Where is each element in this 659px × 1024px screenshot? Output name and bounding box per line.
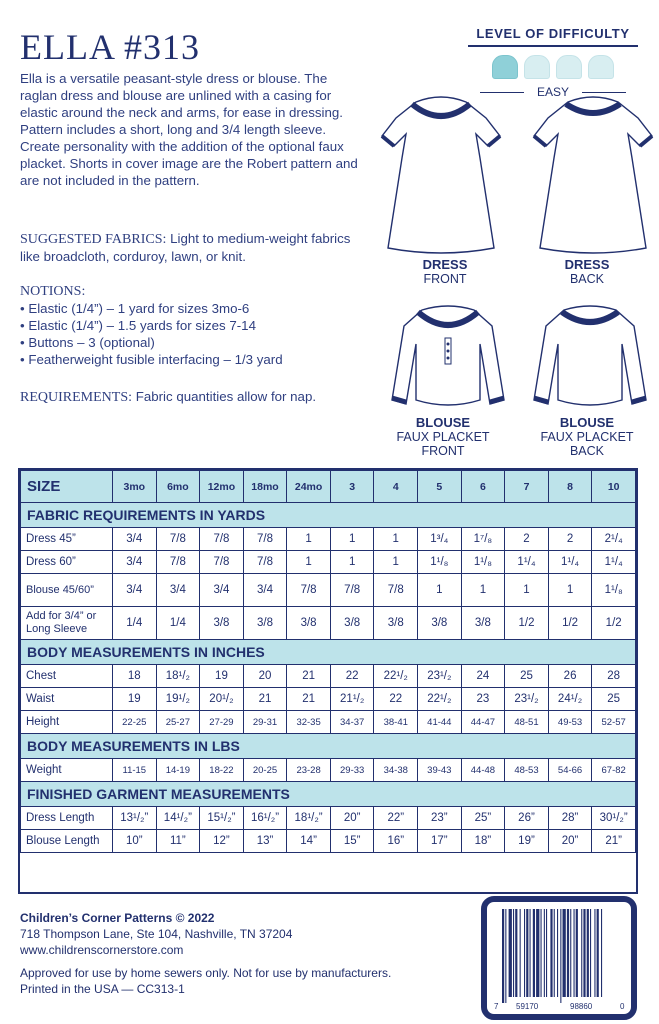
table-cell: 26” [505, 807, 549, 830]
barcode-bar [513, 909, 514, 997]
table-cell: 3/4 [243, 574, 287, 607]
table-cell: 25 [505, 665, 549, 688]
table-cell: 16¹/₂” [243, 807, 287, 830]
table-cell: 3/8 [330, 607, 374, 640]
table-cell: 3/8 [243, 607, 287, 640]
thimble-icon [524, 55, 550, 79]
row-label: Dress 60” [21, 551, 113, 574]
blouse-back-label [522, 416, 652, 458]
barcode-bar [554, 909, 555, 997]
barcode-bar [583, 909, 585, 997]
table-cell: 3/4 [156, 574, 200, 607]
table-cell: 20” [548, 830, 592, 853]
table-cell: 2 [505, 528, 549, 551]
table-cell: 1¹/₄ [505, 551, 549, 574]
size-column-header: 5 [418, 471, 462, 503]
table-cell: 17” [418, 830, 462, 853]
table-row [21, 607, 636, 640]
table-cell: 1 [374, 528, 418, 551]
barcode-digit: 7 [494, 1002, 499, 1011]
table-cell: 23-28 [287, 759, 331, 782]
barcode-digit: 59170 [516, 1002, 539, 1011]
table-cell: 7/8 [156, 528, 200, 551]
table-cell: 48-53 [505, 759, 549, 782]
requirements-heading: REQUIREMENTS: [20, 390, 132, 405]
table-cell: 19” [505, 830, 549, 853]
barcode-bar [576, 909, 578, 997]
table-cell: 1¹/₈ [592, 574, 636, 607]
table-cell: 3/8 [200, 607, 244, 640]
dress-front-label [400, 258, 490, 286]
table-cell: 15¹/₂” [200, 807, 244, 830]
table-cell: 30¹/₂” [592, 807, 636, 830]
approval-note: Approved for use by home sewers only. Not for use by manufacturers. [20, 966, 392, 980]
size-column-header: 3mo [113, 471, 157, 503]
section-header-row [21, 640, 636, 665]
size-table [20, 470, 636, 853]
table-cell: 1/2 [548, 607, 592, 640]
garment-label-line: DRESS [422, 257, 468, 272]
notions [20, 283, 370, 368]
table-row [21, 574, 636, 607]
notion-item: • Featherweight fusible interfacing – 1/3 yard [20, 352, 283, 367]
table-cell: 3/8 [287, 607, 331, 640]
table-cell: 20¹/₂ [200, 688, 244, 711]
size-header-row [21, 471, 636, 503]
table-cell: 21 [243, 688, 287, 711]
table-cell: 1/2 [505, 607, 549, 640]
table-cell: 49-53 [548, 711, 592, 734]
barcode-bar [597, 909, 599, 997]
publisher-info [20, 910, 292, 958]
garment-label-line: BACK [569, 272, 605, 286]
table-cell: 22 [374, 688, 418, 711]
table-row [21, 688, 636, 711]
table-cell: 29-31 [243, 711, 287, 734]
table-cell: 14¹/₂” [156, 807, 200, 830]
table-cell: 32-35 [287, 711, 331, 734]
barcode-bars [502, 909, 602, 1003]
barcode-bar [544, 909, 545, 997]
table-cell: 20” [330, 807, 374, 830]
notion-item: • Elastic (1/4”) – 1.5 yards for sizes 7-14 [20, 318, 256, 333]
intro-text: Ella is a versatile peasant-style dress or blouse. The raglan dress and blouse are unlined with a casing for elastic around the neck and arms, for ease in dressing. Pattern includes a short, long and 3/4 length sleeve. Create personality with the addition of the optional faux placket. Shorts in cover image are the Robert pattern and are not included in the pattern. [20, 71, 358, 188]
barcode-bar [594, 909, 595, 997]
size-column-header: 3 [330, 471, 374, 503]
table-cell: 1 [374, 551, 418, 574]
barcode-bar [520, 909, 521, 997]
row-label: Blouse Length [21, 830, 113, 853]
size-column-header: 4 [374, 471, 418, 503]
publisher-website[interactable]: www.childrenscornerstore.com [20, 943, 184, 957]
barcode-digit: 98860 [570, 1002, 593, 1011]
barcode-bar [524, 909, 525, 997]
table-row [21, 711, 636, 734]
garment-label-line: FAUX PLACKET [540, 430, 634, 444]
table-cell: 24 [461, 665, 505, 688]
barcode-bar [567, 909, 569, 997]
table-cell: 20 [243, 665, 287, 688]
table-cell: 28” [548, 807, 592, 830]
requirements-text: Fabric quantities allow for nap. [135, 389, 317, 404]
table-cell: 28 [592, 665, 636, 688]
barcode-bar [601, 909, 602, 997]
difficulty-level-text: EASY [536, 85, 569, 99]
table-row [21, 551, 636, 574]
table-cell: 21¹/₂ [330, 688, 374, 711]
row-label: Chest [21, 665, 113, 688]
garment-label-line: FRONT [421, 444, 465, 458]
table-cell: 3/8 [461, 607, 505, 640]
table-cell: 3/4 [113, 551, 157, 574]
table-row [21, 830, 636, 853]
table-cell: 25 [592, 688, 636, 711]
table-cell: 22¹/₂ [374, 665, 418, 688]
table-cell: 22¹/₂ [418, 688, 462, 711]
table-cell: 29-33 [330, 759, 374, 782]
table-cell: 23¹/₂ [505, 688, 549, 711]
requirements [20, 388, 370, 406]
barcode-bar [509, 909, 512, 997]
table-cell: 22-25 [113, 711, 157, 734]
table-cell: 44-48 [461, 759, 505, 782]
barcode-digit: 0 [620, 1002, 625, 1011]
row-label: Height [21, 711, 113, 734]
barcode-bar [526, 909, 528, 997]
barcode-bar [581, 909, 582, 997]
garment-label-line: BLOUSE [415, 415, 471, 430]
table-cell: 18¹/₂” [287, 807, 331, 830]
table-cell: 21 [287, 688, 331, 711]
table-cell: 22 [330, 665, 374, 688]
table-cell: 3/4 [113, 528, 157, 551]
table-cell: 7/8 [287, 574, 331, 607]
table-cell: 1 [505, 574, 549, 607]
blouse-front-illustration [388, 300, 508, 418]
table-cell: 10” [113, 830, 157, 853]
barcode-bar [546, 909, 547, 997]
table-cell: 1 [461, 574, 505, 607]
dress-back-label [542, 258, 632, 286]
barcode-bar [530, 909, 531, 997]
table-cell: 3/4 [113, 574, 157, 607]
table-cell: 3/8 [374, 607, 418, 640]
table-cell: 11” [156, 830, 200, 853]
table-row [21, 759, 636, 782]
table-cell: 20-25 [243, 759, 287, 782]
notions-heading: NOTIONS: [20, 284, 86, 299]
blouse-front-label [378, 416, 508, 458]
table-cell: 48-51 [505, 711, 549, 734]
table-cell: 7/8 [243, 528, 287, 551]
thimble-icon [556, 55, 582, 79]
table-cell: 22” [374, 807, 418, 830]
table-cell: 1/4 [156, 607, 200, 640]
publisher-name: Children’s Corner Patterns © 2022 [20, 911, 215, 925]
table-cell: 44-47 [461, 711, 505, 734]
table-cell: 7/8 [243, 551, 287, 574]
table-cell: 26 [548, 665, 592, 688]
barcode-bar [587, 909, 589, 997]
barcode-bar [505, 909, 506, 1003]
table-row [21, 528, 636, 551]
table-cell: 12” [200, 830, 244, 853]
table-cell: 3/8 [418, 607, 462, 640]
table-cell: 23¹/₂ [418, 665, 462, 688]
barcode [480, 895, 640, 1021]
thimble-icon [588, 55, 614, 79]
table-cell: 18-22 [200, 759, 244, 782]
row-label: Waist [21, 688, 113, 711]
section-title: BODY MEASUREMENTS IN LBS [21, 734, 636, 759]
section-header-row [21, 503, 636, 528]
size-header-label: SIZE [21, 471, 113, 503]
table-cell: 2¹/₄ [592, 528, 636, 551]
fabrics-text: Light to medium-weight fabrics like broadcloth, corduroy, lawn, or knit. [20, 231, 351, 264]
dress-back-illustration [528, 88, 658, 260]
table-cell: 18¹/₂ [156, 665, 200, 688]
table-cell: 18” [461, 830, 505, 853]
barcode-bar [557, 909, 558, 997]
table-cell: 1¹/₈ [461, 551, 505, 574]
section-header-row [21, 734, 636, 759]
table-cell: 7/8 [200, 551, 244, 574]
size-column-header: 10 [592, 471, 636, 503]
pattern-title: ELLA #313 [20, 27, 200, 67]
table-cell: 25-27 [156, 711, 200, 734]
table-cell: 1 [548, 574, 592, 607]
thimble-row [468, 55, 638, 79]
section-title: FINISHED GARMENT MEASUREMENTS [21, 782, 636, 807]
table-cell: 7/8 [156, 551, 200, 574]
table-cell: 52-57 [592, 711, 636, 734]
table-cell: 1⁷/₈ [461, 528, 505, 551]
size-column-header: 18mo [243, 471, 287, 503]
table-cell: 19¹/₂ [156, 688, 200, 711]
table-cell: 1¹/₄ [548, 551, 592, 574]
garment-label-line: DRESS [564, 257, 610, 272]
table-cell: 24¹/₂ [548, 688, 592, 711]
table-cell: 34-37 [330, 711, 374, 734]
barcode-bar [541, 909, 542, 997]
table-cell: 23 [461, 688, 505, 711]
barcode-bar [502, 909, 504, 1003]
dress-front-illustration [376, 88, 506, 260]
table-cell: 38-41 [374, 711, 418, 734]
table-cell: 1/4 [113, 607, 157, 640]
table-cell: 13¹/₂” [113, 807, 157, 830]
table-cell: 1 [287, 551, 331, 574]
table-cell: 3/4 [200, 574, 244, 607]
legal-info [20, 965, 391, 997]
size-column-header: 6 [461, 471, 505, 503]
table-cell: 1 [418, 574, 462, 607]
table-cell: 14-19 [156, 759, 200, 782]
table-cell: 18 [113, 665, 157, 688]
table-cell: 1/2 [592, 607, 636, 640]
table-cell: 1 [330, 551, 374, 574]
table-cell: 19 [200, 665, 244, 688]
table-cell: 13” [243, 830, 287, 853]
section-header-row [21, 782, 636, 807]
table-cell: 25” [461, 807, 505, 830]
printed-note: Printed in the USA — CC313-1 [20, 982, 185, 996]
row-label: Dress Length [21, 807, 113, 830]
size-column-header: 24mo [287, 471, 331, 503]
table-cell: 21” [592, 830, 636, 853]
table-cell: 19 [113, 688, 157, 711]
table-cell: 11-15 [113, 759, 157, 782]
row-label: Dress 45” [21, 528, 113, 551]
size-column-header: 8 [548, 471, 592, 503]
table-cell: 27-29 [200, 711, 244, 734]
table-row [21, 665, 636, 688]
table-cell: 16” [374, 830, 418, 853]
table-cell: 34-38 [374, 759, 418, 782]
thimble-icon [492, 55, 518, 79]
blouse-back-illustration [530, 300, 650, 418]
table-cell: 23” [418, 807, 462, 830]
table-cell: 1¹/₄ [592, 551, 636, 574]
table-cell: 7/8 [200, 528, 244, 551]
fabrics-heading: SUGGESTED FABRICS: [20, 232, 167, 247]
table-cell: 41-44 [418, 711, 462, 734]
difficulty-label: LEVEL OF DIFFICULTY [476, 26, 630, 41]
garment-label-line: BLOUSE [559, 415, 615, 430]
notion-item: • Buttons – 3 (optional) [20, 335, 155, 350]
table-cell: 1³/₄ [418, 528, 462, 551]
garment-label-line: BACK [569, 444, 605, 458]
barcode-bar [563, 909, 566, 997]
table-cell: 7/8 [330, 574, 374, 607]
garment-label-line: FRONT [423, 272, 467, 286]
table-cell: 54-66 [548, 759, 592, 782]
barcode-bar [550, 909, 552, 997]
barcode-bar [515, 909, 517, 997]
difficulty-rule [468, 45, 638, 47]
barcode-bar [536, 909, 539, 997]
table-cell: 7/8 [374, 574, 418, 607]
suggested-fabrics [20, 230, 370, 265]
table-cell: 1 [330, 528, 374, 551]
table-cell: 39-43 [418, 759, 462, 782]
row-label: Weight [21, 759, 113, 782]
notion-item: • Elastic (1/4”) – 1 yard for sizes 3mo-6 [20, 301, 250, 316]
section-title: BODY MEASUREMENTS IN INCHES [21, 640, 636, 665]
section-title: FABRIC REQUIREMENTS IN YARDS [21, 503, 636, 528]
row-label: Add for 3/4” or Long Sleeve [21, 607, 113, 640]
barcode-bar [590, 909, 591, 997]
table-cell: 2 [548, 528, 592, 551]
size-chart [18, 468, 638, 894]
table-cell: 14” [287, 830, 331, 853]
table-cell: 21 [287, 665, 331, 688]
barcode-bar [574, 909, 575, 997]
table-cell: 1 [287, 528, 331, 551]
size-column-header: 7 [505, 471, 549, 503]
barcode-bar [560, 909, 561, 1003]
size-column-header: 6mo [156, 471, 200, 503]
barcode-bar [570, 909, 571, 997]
row-label: Blouse 45/60” [21, 574, 113, 607]
table-cell: 67-82 [592, 759, 636, 782]
garment-label-line: FAUX PLACKET [396, 430, 490, 444]
publisher-address: 718 Thompson Lane, Ste 104, Nashville, TN 37204 [20, 927, 293, 941]
size-column-header: 12mo [200, 471, 244, 503]
table-cell: 15” [330, 830, 374, 853]
table-row [21, 807, 636, 830]
barcode-frame [484, 899, 634, 1017]
table-cell: 1¹/₈ [418, 551, 462, 574]
barcode-bar [533, 909, 535, 997]
